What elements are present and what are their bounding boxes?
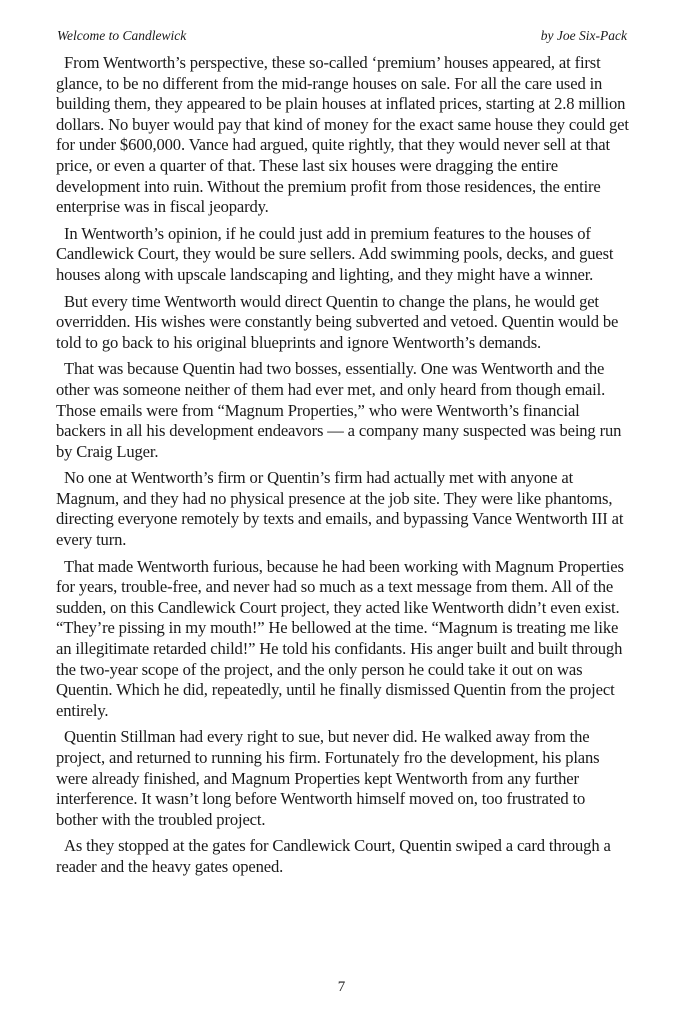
paragraph-5: No one at Wentworth’s firm or Quentin’s firm had actually met with anyone at Magnum, and they had no physical presence at the job site. They were like phantoms, directing everyone remotely by texts and emails, and bypassing Vance Wentworth III at every turn. <box>56 468 624 550</box>
paragraph-7: Quentin Stillman had every right to sue, but never did. He walked away from the project, and returned to running his firm. Fortunately fro the development, his plans were already finished, and Magnum Properties kept Wentworth from any further interference. It wasn’t long before Wentworth himself moved on, too frustrated to bother with the troubled project. <box>56 727 600 829</box>
header-book-title: Welcome to Candlewick <box>57 28 187 43</box>
paragraph-2: In Wentworth’s opinion, if he could just add in premium features to the houses of Candlewick Court, they would be sure sellers. Add swimming pools, decks, and guest houses along with upscale landscaping and lighting, and they might have a winner. <box>56 223 614 284</box>
paragraph-1: From Wentworth’s perspective, these so-called ‘premium’ houses appeared, at first glance, to be no different from the mid-range houses on sale. For all the care used in building them, they appeared to be plain houses at inflated prices, starting at 2.8 million dollars. No buyer would pay that kind of money for the exact same house they could get for under $600,000. Vance had argued, quite rightly, that they would never sell at that price, or even a quarter of that. These last six houses were dragging the entire development into ruin. Without the premium profit from those residences, the entire enterprise was in fiscal jeopardy. <box>56 53 629 217</box>
paragraph-4: That was because Quentin had two bosses, essentially. One was Wentworth and the other was someone neither of them had ever met, and only heard from though email. Those emails were from “Magnum Properties,” who were Wentworth’s financial backers in all his development endeavors — a company many suspected was being run by Craig Luger. <box>56 359 622 461</box>
page-number: 7 <box>337 979 346 995</box>
body-text <box>56 53 630 884</box>
paragraph-3: But every time Wentworth would direct Quentin to change the plans, he would get overridden. His wishes were constantly being subverted and vetoed. Quentin would be told to go back to his original blueprints and ignore Wentworth’s demands. <box>56 291 619 352</box>
paragraph-8: As they stopped at the gates for Candlewick Court, Quentin swiped a card through a reader and the heavy gates opened. <box>56 836 611 876</box>
running-header <box>57 27 627 45</box>
header-author: by Joe Six-Pack <box>540 28 627 43</box>
paragraph-6: That made Wentworth furious, because he had been working with Magnum Properties for years, trouble-free, and never had so much as a text message from them. All of the sudden, on this Candlewick Court project, they acted like Wentworth didn’t even exist. “They’re pissing in my mouth!” He bellowed at the time. “Magnum is treating me like an illegitimate retarded child!” He told his confidants. His anger built and built through the two-year scope of the project, and the only person he could take it out on was Quentin. Which he did, repeatedly, until he finally dismissed Quentin from the project entirely. <box>56 556 624 720</box>
